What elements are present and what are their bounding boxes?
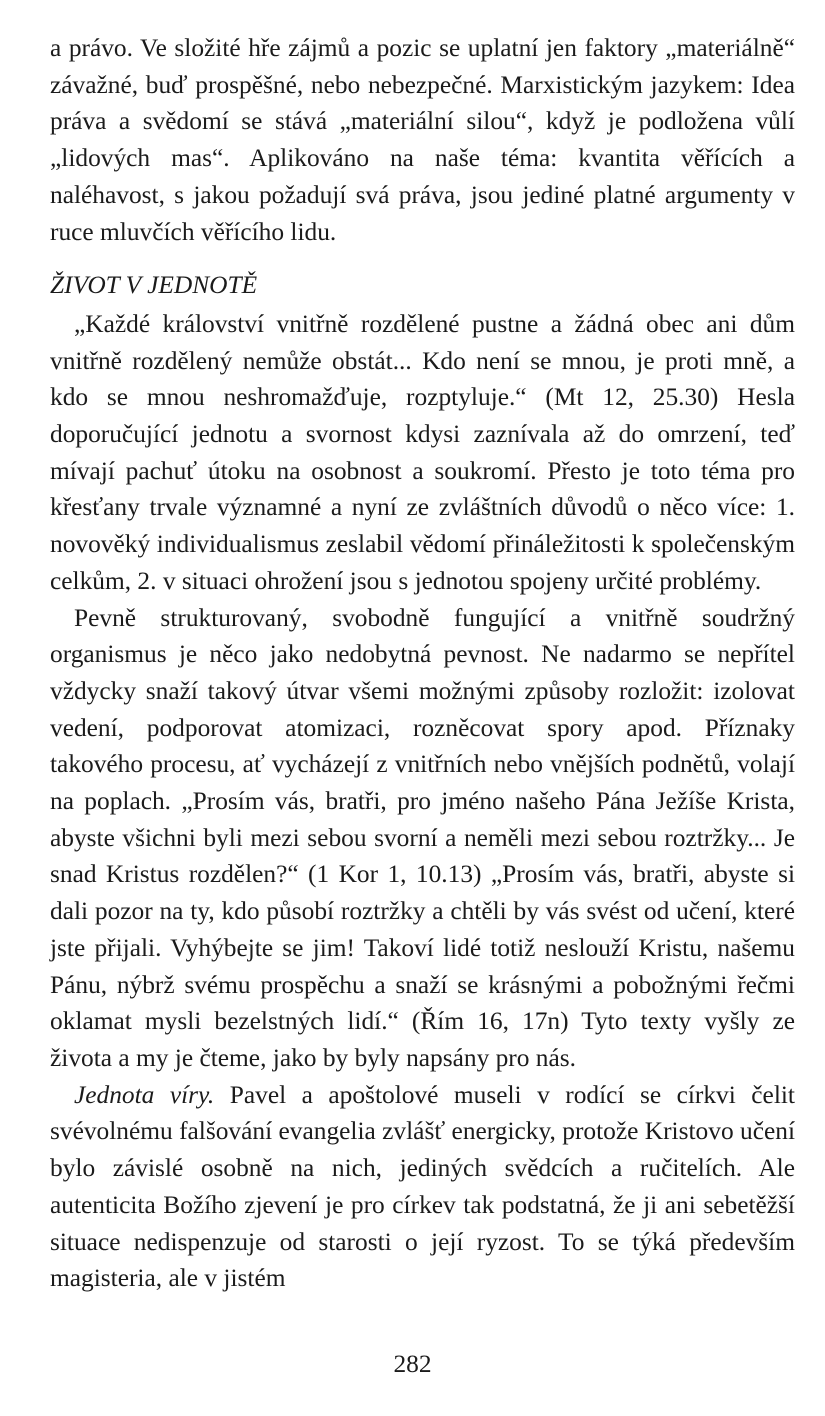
page-number: 282 [393,1350,432,1378]
paragraph-unity-of-faith-text: Pavel a apoštolové museli v rodící se církvi čelit svévolnému falšování evangelia zvlášť energicky, protože Kristovo učení bylo závislé osobně na nich, jediných svědcích a ručitelích. Ale autenticita Božího zjevení je pro církev tak podstatná, že ji ani sebetěžší situace nedispenzuje od starosti o její ryzost. To se týká především magisteria, ale v jistém [50,1080,795,1293]
paragraph-unity-quote: „Každé království vnitřně rozdělené pustne a žádná obec ani dům vnitřně rozdělený nemůže obstát... Kdo není se mnou, je proti mně, a kdo se mnou neshromažďuje, rozptyluje.“ (Mt 12, 25.30) Hesla doporučující jednotu a svornost kdysi zaznívala až do omrzení, teď mívají pachuť útoku na osobnost a soukromí. Přesto je toto téma pro křesťany trvale významné a nyní ze zvláštních důvodů o něco více: 1. novověký individualismus zeslabil vědomí přináležitosti k společenským celkům, 2. v situaci ohrožení jsou s jednotou spojeny určité problémy. [50,309,795,595]
continuation-paragraph: a právo. Ve složité hře zájmů a pozic se uplatní jen faktory „materiálně“ závažné, buď prospěšné, nebo nebezpečné. Marxistickým jazykem: Idea práva a svědomí se stává „materiální silou“, když je podložena vůlí „lidových mas“. Aplikováno na naše téma: kvantita věřících a naléhavost, s jakou požadují svá práva, jsou jediné platné argumenty v ruce mluvčích věřícího lidu. [50,34,795,246]
page-body [50,30,795,1297]
paragraph-lead-term: Jednota víry. [74,1080,215,1109]
paragraph-unity-of-faith [50,1077,795,1297]
section-heading: ŽIVOT V JEDNOTĚ [50,271,258,300]
paragraph-organism: Pevně strukturovaný, svobodně fungující a vnitřně soudržný organismus je něco jako nedobytná pevnost. Ne nadarmo se nepřítel vždycky snaží takový útvar všemi možnými způsoby rozložit: izolovat vedení, podporovat atomizaci, rozněcovat spory apod. Příznaky takového procesu, ať vycházejí z vnitřních nebo vnějších podnětů, volají na poplach. „Prosím vás, bratři, pro jméno našeho Pána Ježíše Krista, abyste všichni byli mezi sebou svorní a neměli mezi sebou roztržky... Je snad Kristus rozdělen?“ (1 Kor 1, 10.13) „Prosím vás, bratři, abyste si dali pozor na ty, kdo působí roztržky a chtěli by vás svést od učení, které jste přijali. Vyhýbejte se jim! Takoví lidé totiž neslouží Kristu, našemu Pánu, nýbrž svému prospěchu a snaží se krásnými a pobožnými řečmi oklamat mysli bezelstných lidí.“ (Řím 16, 17n) Tyto texty vyšly ze života a my je čteme, jako by byly napsány pro nás. [50,603,795,1072]
